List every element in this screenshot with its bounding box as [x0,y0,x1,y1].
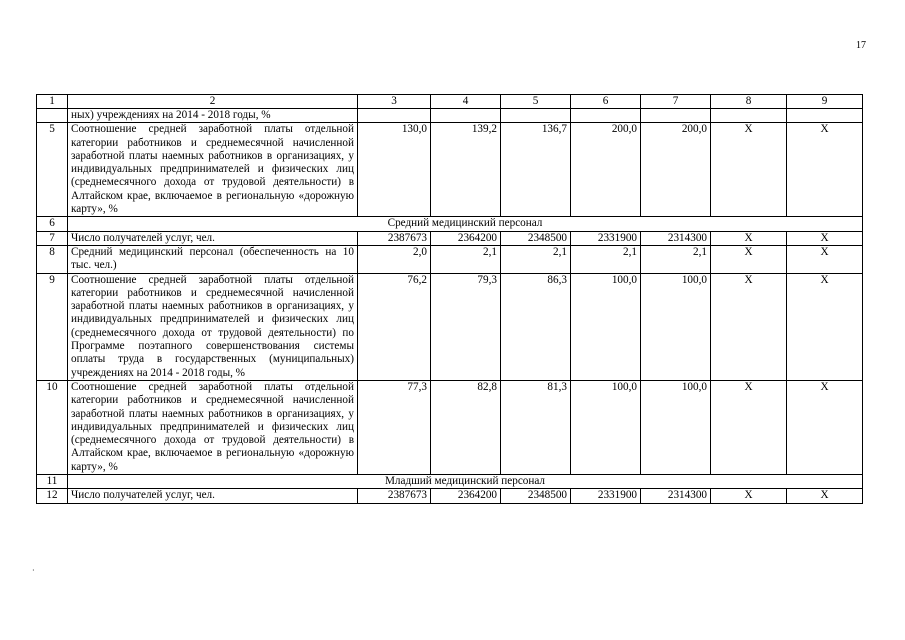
column-header: 9 [787,95,863,109]
row-number: 5 [37,123,68,217]
column-header: 1 [37,95,68,109]
value-cell: 2314300 [641,489,711,503]
table-row [37,380,863,474]
table-row [37,231,863,245]
scan-mark: · [32,566,35,575]
row-description: Соотношение средней заработной платы отдельной категории работников и среднемесячной начисленной заработной платы наемных работников в организациях, у индивидуальных предпринимателей и физических лиц (среднемесячного дохода от трудовой деятельности) по Программе поэтапного совершенствования системы оплаты труда в государственных (муниципальных) учреждениях на 2014 - 2018 годы, % [68,273,358,380]
column-header: 3 [358,95,431,109]
row-number: 8 [37,245,68,273]
value-cell: 2,1 [431,245,501,273]
value-cell: 139,2 [431,123,501,217]
column-8-cell: X [711,380,787,474]
value-cell: 2364200 [431,489,501,503]
table-row [37,245,863,273]
value-cell: 100,0 [641,380,711,474]
row-number: 12 [37,489,68,503]
column-9-cell: X [787,489,863,503]
value-cell: 2387673 [358,489,431,503]
value-cell: 100,0 [571,273,641,380]
column-9-cell: X [787,273,863,380]
value-cell: 2364200 [431,231,501,245]
value-cell: 2314300 [641,231,711,245]
value-cell: 2,0 [358,245,431,273]
value-cell: 2348500 [501,231,571,245]
page-number: 17 [856,40,866,51]
value-cell: 136,7 [501,123,571,217]
column-header: 6 [571,95,641,109]
column-9-cell: X [787,231,863,245]
table-row [37,123,863,217]
value-cell: 200,0 [641,123,711,217]
value-cell: 100,0 [641,273,711,380]
table-row [37,489,863,503]
value-cell: 2,1 [501,245,571,273]
value-cell: 82,8 [431,380,501,474]
value-cell: 100,0 [571,380,641,474]
value-cell: 86,3 [501,273,571,380]
value-cell: 2348500 [501,489,571,503]
row-description: Число получателей услуг, чел. [68,231,358,245]
indicators-table [36,94,863,504]
column-header: 8 [711,95,787,109]
column-8-cell: X [711,123,787,217]
value-cell: 81,3 [501,380,571,474]
column-8-cell: X [711,273,787,380]
row-description: Число получателей услуг, чел. [68,489,358,503]
column-header: 2 [68,95,358,109]
section-title: Средний медицинский персонал [68,217,863,231]
column-number-row [37,95,863,109]
row-number: 6 [37,217,68,231]
row-description: Соотношение средней заработной платы отдельной категории работников и среднемесячной начисленной заработной платы наемных работников в организациях, у индивидуальных предпринимателей и физических лиц (среднемесячного дохода от трудовой деятельности) в Алтайском крае, включаемое в региональную «дорожную карту», % [68,380,358,474]
value-cell: 200,0 [571,123,641,217]
section-title: Младший медицинский персонал [68,475,863,489]
column-8-cell: X [711,231,787,245]
table-row [37,273,863,380]
row-number: 10 [37,380,68,474]
row-number-cell [37,109,68,123]
column-9-cell: X [787,123,863,217]
value-cell: 79,3 [431,273,501,380]
row-number: 11 [37,475,68,489]
section-row [37,217,863,231]
value-cell: 130,0 [358,123,431,217]
carry-over-row [37,109,863,123]
value-cell: 77,3 [358,380,431,474]
value-cell: 2387673 [358,231,431,245]
column-8-cell: X [711,489,787,503]
value-cell: 76,2 [358,273,431,380]
column-9-cell: X [787,245,863,273]
row-number: 7 [37,231,68,245]
value-cell: 2,1 [571,245,641,273]
value-cell: 2331900 [571,489,641,503]
column-9-cell: X [787,380,863,474]
row-description: Средний медицинский персонал (обеспеченность на 10 тыс. чел.) [68,245,358,273]
row-description: Соотношение средней заработной платы отдельной категории работников и среднемесячной начисленной заработной платы наемных работников в организациях, у индивидуальных предпринимателей и физических лиц (среднемесячного дохода от трудовой деятельности) в Алтайском крае, включаемое в региональную «дорожную карту», % [68,123,358,217]
row-number: 9 [37,273,68,380]
section-row [37,475,863,489]
column-8-cell: X [711,245,787,273]
column-header: 5 [501,95,571,109]
column-header: 4 [431,95,501,109]
value-cell: 2331900 [571,231,641,245]
row-description: ных) учреждениях на 2014 - 2018 годы, % [68,109,358,123]
column-header: 7 [641,95,711,109]
value-cell: 2,1 [641,245,711,273]
